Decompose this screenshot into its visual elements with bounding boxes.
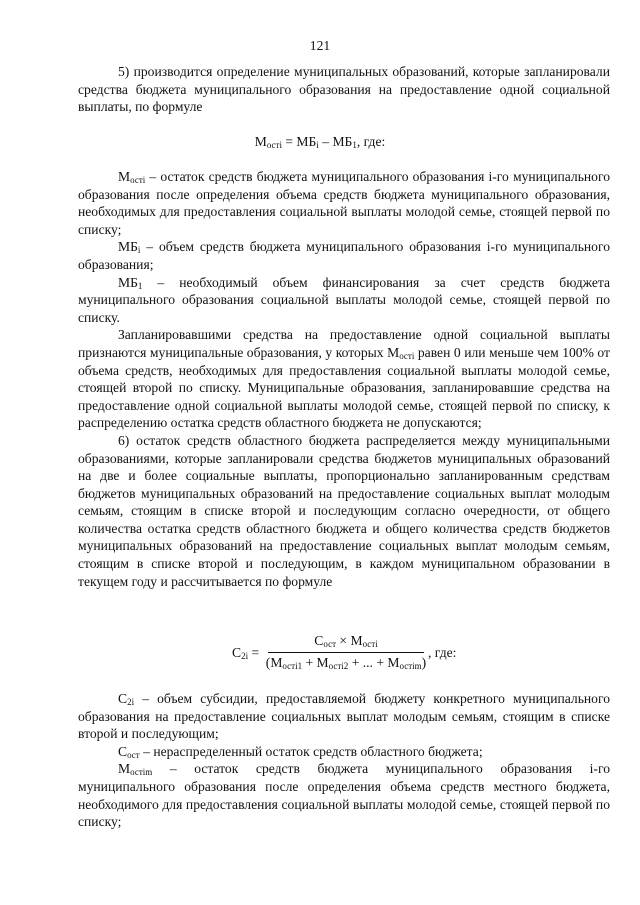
definition-item [78, 743, 610, 761]
def-symbol: М [118, 169, 131, 184]
formula-subscript: остi [266, 140, 282, 150]
def-symbol: М [118, 761, 131, 777]
definition-item [78, 274, 610, 327]
formula-subsidy [232, 632, 492, 672]
definition-item [78, 690, 610, 743]
def-subscript: остi [130, 175, 146, 185]
fraction-denominator: ($М_{остi1} + М_{остi2}$ + ... + $М_{остim}$) [265, 655, 427, 671]
paragraph-item-6: 6) остаток средств областного бюджета распределяется между муниципальными образованиями, которые запланировали средства бюджетов муниципальных образований на две и более социальные выплаты, пропорционально запланированным средствам бюджетов муниципальных образований на предоставление социальных выплат молодым семьям, стоящим в списке второй и последующим согласно очередности, от общего количества остатка средств областного бюджета и общего количества средств бюджетов муниципальных образований на предоставление социальных выплат молодым семьям, стоящим в списке второй и последующим, в каждом муниципальном образовании в текущем году и рассчитывается по формуле [78, 432, 610, 589]
def-text: – необходимый объем финансирования за счет средств бюджета муниципального образования социальной выплаты молодой семье, стоящей первой по списку. [78, 274, 610, 325]
page-number: 121 [309, 38, 331, 53]
def-text: – объем субсидии, предоставляемой бюджету конкретного муниципального образования на предоставление социальных выплат молодым семьям, стоящим в списке второй и последующим; [78, 691, 610, 742]
definitions-2 [78, 690, 610, 831]
formula-text: , где: [356, 134, 386, 149]
formula-text: – МБ [318, 134, 353, 149]
formula-lhs: $С_{2i}$ = [232, 645, 260, 661]
formula-symbol: М [254, 134, 267, 149]
definitions-1 [78, 168, 610, 590]
def-symbol: МБ [118, 239, 138, 255]
definition-item [78, 168, 610, 238]
formula-remainder [0, 133, 640, 151]
def-subscript: остim [130, 767, 153, 778]
def-subscript: 2i [127, 697, 135, 707]
formula-subscript: i [316, 140, 319, 150]
inline-subscript: остi [399, 350, 415, 361]
paragraph-text: Запланировавшими средства на предоставление одной социальной выплаты признаются муниципальные образования, у которых $М_{остi}$ равен 0 или меньше чем 100% от объема средств, необходимых для предоставления социальной выплаты молодой семье, стоящей второй по списку. Муниципальные образования, запланировавшие средства на предоставление одной социальной выплаты молодой семье, стоящей первой по списку, к распределению остатка средств областного бюджета не допускаются; [78, 327, 610, 431]
formula-text: = МБ [281, 134, 317, 149]
def-text: – нераспределенный остаток средств областного бюджета; [139, 743, 483, 759]
def-subscript: 1 [137, 280, 143, 291]
fraction-bar [268, 652, 424, 653]
def-text: – остаток средств бюджета муниципального образования i-го муниципального образования после определения объема средств бюджета муниципального образования, необходимых для предоставления социальной выплаты молодой семье, стоящей первой по списку; [78, 169, 610, 237]
formula-subscript: 1 [352, 140, 357, 150]
def-symbol: МБ [118, 274, 138, 290]
fraction-numerator: $С_{ост} \times М_{остi}$ [314, 633, 378, 649]
def-symbol: С [118, 691, 128, 706]
paragraph-text: 5) производится определение муниципальных образований, которые запланировали средства бюджета муниципального образования на предоставление одной социальной выплаты, по формуле [78, 64, 610, 115]
paragraph-item-5 [78, 63, 610, 116]
def-text: – остаток средств бюджета муниципального образования i-го муниципального образования после определения объема средств местного бюджета, необходимого для предоставления социальной выплаты молодой семье, стоящей первой по списку; [78, 761, 610, 830]
formula-tail: , где: [428, 645, 457, 660]
def-text: – объем средств бюджета муниципального образования i-го муниципального образования; [78, 239, 610, 272]
definition-item [78, 238, 610, 273]
def-subscript: ост [127, 749, 140, 760]
definition-item [78, 760, 610, 830]
def-subscript: i [137, 245, 141, 256]
def-symbol: С [118, 743, 128, 759]
